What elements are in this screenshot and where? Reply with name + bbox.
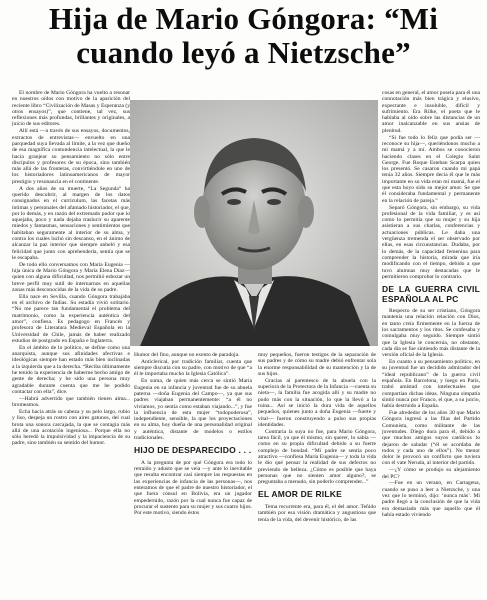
paragraph: Respecto de su ser cristiano, Góngora mantenía una relación relación con Dios, en tanto creía firmemente en la fuerza de los sacramentos y los ritos. Se confesaba y comulgaba muy seguido. Siempre sintió que la Iglesia le concernía, no obstante, cada día se fue sintiendo más distante de la versión oficial de la Iglesia.	[382, 308, 480, 359]
paragraph: Tema recurrente era, para él, el del amor. Teñido también por esa visión dramática y angustiosa que tenía de la vida, del devenir histórico, de las	[258, 503, 376, 523]
paragraph: —¿Y cómo se produjo su alejamiento del PC?	[382, 467, 480, 480]
column-3	[258, 352, 376, 595]
subhead-hijo-de-desaparecido: HIJO DE DESPARECIDO . . .	[134, 445, 252, 456]
paragraph: —Habrá advertido que también tienen alma... bromeamos.	[12, 395, 130, 409]
paragraph: En el ámbito de lo político, se define como una anarquista, aunque sus afinidades afectivas e ideológicas siempre han estado más bien inclinadas a la izquierda que a la derecha. “Reciba últimamente he tenido la experiencia de haberme hecho amigo de gente de derecha; y he sido una persona muy agradable durante cuenta que me he podido contactar con ella”, dice.	[12, 344, 130, 395]
paragraph: De todo ello conversamos con María Eugenia —hija única de Mario Góngora y María Elena Díaz— quien con alguna dificultad, nos permitió esbozar un breve perfil muy sutil de internarnos en aquellas zonas más desconocidas de la vida de su padre.	[12, 261, 130, 293]
column-2	[134, 352, 252, 595]
headline-line-2: cuando leyó a Nietzsche”	[76, 35, 411, 70]
paragraph: Anticlerical, por tradición familiar, cuenta que siempre discutía con su padre, con motivo de que “a él le importaba mucho la Iglesia Católica”.	[134, 358, 252, 378]
headline	[0, 2, 487, 70]
headline-line-1: Hija de Mario Góngora: “Mi	[48, 1, 439, 36]
subhead-guerra-civil: DE LA GUERRA CIVIL ESPAÑOLA AL PC	[382, 284, 480, 304]
paragraph: En cuanto a su pensamiento político, en su juventud fue un decidido admirador del “ideal republicano” de la guerra civil española. En Barcelona, y luego en París, trabó amistad con intelectuales que compartían dichas ideas. Ninguna simpatía sintió nunca por Franco, el que, a su juicio, había destruido a España.	[382, 359, 480, 410]
paragraph: El nombre de Mario Góngora ha vuelto a resonar en nuestros oídos con motivo de la aparición del reciente libro “Civilización de Masas y Esperanza (y otros ensayos)”, que contiene, tal vez, sus reflexiones más profundas, brillantes y originales, a juicio de sus editores.	[12, 90, 130, 128]
subhead-el-amor-de-rilke: EL AMOR DE RILKE	[258, 489, 342, 500]
paragraph: Ella nace en Sevilla, cuando Góngora trabajaba en el archivo de Indias. Su estadía vivió solitario. “No me parece tan fundamental el problema del matrimonio, como la experiencia auténtica del amor”, confiesa. Es pedagogo en Francés y profesora de Literatura Medieval Española en la Universidad de Chile, jamás de haber realizado estudios de postgrado en España e Inglaterra.	[12, 293, 130, 344]
paragraph: muy pequeños, fueron testigos de la separación de sus padres y de cómo su madre debió enfrentar sola la enorme responsabilidad de su mantención y la de sus hijos.	[258, 352, 376, 377]
paragraph: A dos años de su muerte, “La Segunda” ha querido descubrir, al margen de los datos consignados en el currículum, las facetas más íntimas y personales del afamado historiador, el que, por lo demás, y en razón del extremado pudor que lo aquejaba, poco y nada dejaba traslucir su aparente miedos y fantasmas, sensaciones y sentimientos que habitaban seguramente al interior de su alma, y contra los cuales luchó sin descanso, en el ánimo de alcanzar la paz interior que siempre anheló y esa felicidad que junto con aprehenderla, sentía que se le escapaba.	[12, 185, 130, 261]
paragraph: En suma, de quien más cerca se sintió María Eugenia en su infancia y juventud fue de su abuela paterna —doña Eugenia del Campo—, ya que sus padres viajaban permanentemente: “a él no vivíamos, yo sentía como estaban viajando...”, y fue la influencia de esta mujer “todopoderosa”, independiente, sensible, la que los proyectaciones en su alma, hoy dueña de una personalidad original y auténtica, distante de modelos o estilos tradicionales.	[134, 378, 252, 442]
portrait-image	[130, 100, 378, 346]
column-1	[12, 90, 130, 595]
portrait-photo	[130, 100, 378, 346]
paragraph: A la pregunta de por qué Góngora era todo lo retraído y adusto que se veía —y ante lo inevitable que resulta encontrar casi siempre las respuestas en las experiencias de infancia de las personas—, nos enteramos de que el padre de nuestro historiador, el que fuera cónsul en Bolivia, era un jugador empedernido, razón por la cual nunca fue capaz de procurar el sustento para su mujer y sus cuatro hijos. Por este motivo, siendo éstos	[134, 459, 252, 517]
paragraph: Allí está —a través de sus ensayos, documentos, extractos de entrevistas— envuelto en una parquedad suya llevada al límite, a la vez que dueño de esa magnífica contundencia intelectual, la que le hacía granjear su pensamiento no sólo entre discípulos y profesores de su época, sino también más allá de las fronteras, convirtiéndole en uno de los historiadores latinoamericanos de mayor prestigio y resonancia en el continente.	[12, 128, 130, 185]
column-4	[382, 90, 480, 595]
paragraph: Gracias al parentesco de la abuela con la superiora de la Protectora de la Infancia —cuenta su nieta—, la familia fue acogida allí y su madre no pudo más con la situación, lo que la llevó a la ruina... Así se inició la dura vida de aquellos pequeños, quienes junto a doña Eugenia —fuerte y vital— fueron construyendo a pulso sus propias identidades.	[258, 377, 376, 428]
paragraph: Separó Góngora, sin embargo, su vida profesional de la vida familiar, y es así como lo permitía que su mujer y su hija asistieran a sus charlas, conferencias y actuaciones públicas. Le daba una vergüenza tremenda el ser observado por ellas, en esas circunstancias. Dudaba, por lo demás, de la capacidad femenina para comprender la historia, mirada que iría modificando con el tiempo, debido a que tuvo alumnas muy destacadas que le permitieron comprobar lo contrario.	[382, 204, 480, 280]
paragraph: Fue alrededor de los años 30 que Mario Góngora ingresó a las filas del Partido Comunista, como militante de las juventudes. Diego dura para él, debido a que muchos amigos suyos católicos lo dejaron de saludar (“él se acordaba de todos y cada uno de ellos”). No menor dolor le provocó un conflicto que tuviera con el vate Neruda, al interior del partido.	[382, 410, 480, 467]
paragraph: Echa hacia atrás su cabeza y su pelo largo, rubio y liso, despeja un rostro con aires gatunos, del cual brota una sonora carcajada, la que se contagia más allá de una acotación ingeniosa... Porque ella no sólo heredó la impulsividad y la impaciencia de su padre, sino también su sentido del humor.	[12, 409, 130, 447]
paragraph: Humor del fino, aunque no exento de paradoja.	[134, 352, 240, 358]
paragraph: cosas en general, el amor poseía para él una connotación más bien trágica y elusivo, expectante e insoluble, difícil y sufrimiento. Era Rilke, el poeta que le hablaba al oído sobre las distancias de un amor inalcanzable en sus ansias de plenitud.	[382, 90, 480, 134]
paragraph: Contraria la suya no fue, para Mario Góngora, tarea fácil, ya que él mismo, sin querer, lo sabía —como en su propia dificultad debido a su fuerte complejo de bondad. “Mi padre se sentía poco atractivo —confiesa María Eugenia— y toda la vida le dio qué pensar la realidad de sus defectos no previendo de belleza. ¿Cómo es posible que haya personas que no sienten amor alguno?, se preguntaba a menudo, sin poderlo comprender...”	[258, 428, 376, 486]
paragraph: “Si fue todo lo feliz que podía ser —reconoce su hija—, queriéndonos mucho a mi mamá y a mí. Ambos se conocieron haciendo clases en el Colegio Saint George. Fue Roque Esteban Scarpa quien los presentó. Se casaron cuando mi papá tenía 32 años. Siempre decía él que le más importante en su vida eran mi mamá, fue el que esta hoyo sido su mejor amor. Se que él consideraba fundamental y permanente en la relación de pareja.”	[382, 134, 480, 204]
paragraph: —Fue en un verano, en Cartagena, cuando se puso a leer a Nietzsche, y una vez que lo terminó, dijo: ‘nunca más’. Mi padre llegó a la conclusión de que la vida era demasiado más que aquello que él había estado viviendo	[382, 480, 480, 518]
